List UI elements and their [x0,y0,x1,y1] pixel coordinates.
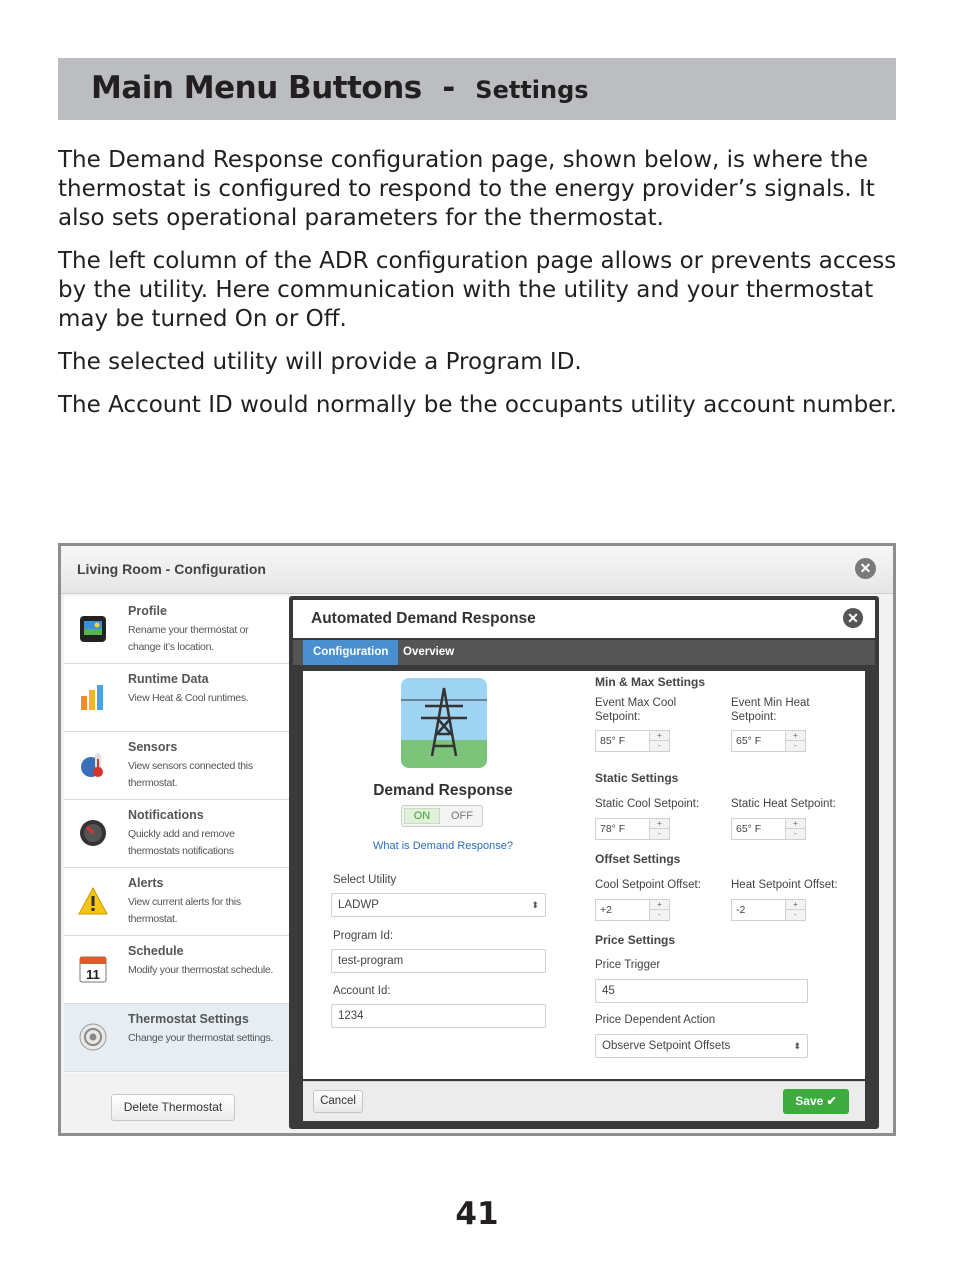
sidebar-item-alerts[interactable] [64,868,289,936]
static-heat-stepper[interactable] [731,818,806,840]
gauge-icon [78,818,108,848]
increment-icon[interactable]: + [650,731,669,741]
static-settings-heading: Static Settings [595,771,679,785]
heat-offset-stepper[interactable] [731,899,806,921]
event-min-heat-label: Event Min Heat Setpoint: [731,697,810,723]
decrement-icon[interactable]: - [794,910,797,919]
event-min-heat-stepper[interactable] [731,730,806,752]
power-tower-icon [401,678,487,768]
paragraph: The selected utility will provide a Program ID. [58,349,582,375]
stepper-buttons [786,899,806,921]
body-text [58,146,904,434]
select-utility-value: LADWP [338,899,379,911]
profile-icon [78,614,108,644]
bar-chart-icon [78,682,108,712]
dialog-title: Automated Demand Response [311,610,536,627]
cancel-button[interactable]: Cancel [313,1090,363,1113]
sidebar-item-title: Notifications [128,808,204,822]
paragraph: The Demand Response configuration page, shown below, is where the thermostat is configured to respond to the energy provider’s signals. It also sets operational parameters for the thermostat. [58,147,875,231]
static-cool-stepper[interactable] [595,818,670,840]
account-id-label: Account Id: [333,985,391,997]
calendar-icon [78,954,108,984]
heat-offset-value[interactable]: -2 [731,899,786,921]
sidebar-item-sensors[interactable] [64,732,289,800]
window-title-bar [61,546,893,594]
price-action-label: Price Dependent Action [595,1014,716,1026]
heat-offset-label: Heat Setpoint Offset: [731,879,838,891]
event-max-cool-stepper[interactable] [595,730,670,752]
event-max-cool-label: Event Max Cool Setpoint: [595,697,677,723]
save-button[interactable]: Save ✔ [783,1089,849,1114]
sidebar [64,596,289,1073]
cool-offset-label: Cool Setpoint Offset: [595,879,701,891]
increment-icon[interactable]: + [786,731,805,741]
decrement-icon[interactable]: - [658,910,661,919]
account-id-input[interactable]: 1234 [331,1004,546,1028]
sidebar-item-desc: View sensors connected this thermostat. [128,760,253,789]
sidebar-item-schedule[interactable] [64,936,289,1004]
stepper-buttons [650,899,670,921]
demand-response-heading: Demand Response [373,782,513,799]
thermometer-icon [78,750,108,780]
program-id-input[interactable]: test-program [331,949,546,973]
sidebar-item-title: Runtime Data [128,672,209,686]
static-cool-label: Static Cool Setpoint: [595,798,700,810]
cool-offset-stepper[interactable] [595,899,670,921]
offset-settings-heading: Offset Settings [595,852,681,866]
tab-overview[interactable]: Overview [403,646,455,658]
configuration-screenshot [58,543,896,1136]
sidebar-item-title: Schedule [128,944,184,958]
dialog-footer [303,1081,865,1121]
decrement-icon[interactable]: - [658,741,661,750]
paragraph: The Account ID would normally be the occupants utility account number. [58,392,897,418]
stepper-buttons [650,818,670,840]
select-arrow-icon: ⬍ [531,900,539,910]
dialog-content [303,671,865,1079]
increment-icon[interactable]: + [786,900,805,910]
what-is-demand-response-link[interactable]: What is Demand Response? [372,840,513,852]
price-action-dropdown[interactable] [595,1034,808,1058]
dialog-header [293,600,875,638]
sidebar-item-desc: View current alerts for this thermostat. [128,896,241,925]
paragraph: The left column of the ADR configuration page allows or prevents access by the utility. Here communication with the utility and your thermostat may be turned On or Off. [58,248,897,332]
select-utility-label: Select Utility [333,874,397,886]
page-title [91,70,589,106]
page-title-sub: Settings [475,76,589,104]
sidebar-item-desc: Quickly add and remove thermostats notifications [128,828,235,857]
decrement-icon[interactable]: - [658,829,661,838]
decrement-icon[interactable]: - [794,829,797,838]
page-header-bar [58,58,896,120]
sidebar-item-title: Thermostat Settings [128,1012,249,1026]
event-max-cool-value[interactable]: 85° F [595,730,650,752]
sidebar-item-desc: View Heat & Cool runtimes. [128,692,249,704]
page-title-main: Main Menu Buttons [91,70,422,106]
warning-icon [78,886,108,916]
tab-configuration[interactable]: Configuration [303,640,398,665]
select-utility-dropdown[interactable] [331,893,546,917]
sidebar-item-title: Sensors [128,740,178,754]
cool-offset-value[interactable]: +2 [595,899,650,921]
page-number: 41 [455,1196,499,1232]
price-trigger-label: Price Trigger [595,959,661,971]
static-heat-value[interactable]: 65° F [731,818,786,840]
toggle-off-option[interactable]: OFF [451,810,473,822]
static-cool-value[interactable]: 78° F [595,818,650,840]
price-action-value: Observe Setpoint Offsets [602,1040,731,1052]
demand-response-toggle[interactable] [401,805,483,827]
sidebar-item-desc: Rename your thermostat or change it’s location. [128,624,249,653]
sidebar-item-desc: Modify your thermostat schedule. [128,964,274,976]
sidebar-item-title: Profile [128,604,167,618]
delete-thermostat-button[interactable]: Delete Thermostat [111,1094,235,1121]
thermostat-icon [78,1022,108,1052]
program-id-label: Program Id: [333,930,394,942]
decrement-icon[interactable]: - [794,741,797,750]
min-max-settings-heading: Min & Max Settings [595,675,706,689]
tab-bar [293,640,875,665]
sidebar-item-desc: Change your thermostat settings. [128,1032,274,1044]
static-heat-label: Static Heat Setpoint: [731,798,836,810]
event-min-heat-value[interactable]: 65° F [731,730,786,752]
select-arrow-icon: ⬍ [793,1041,801,1051]
stepper-buttons [650,730,670,752]
calendar-day: 11 [86,967,100,982]
sidebar-item-runtime-data[interactable] [64,664,289,732]
toggle-on-option[interactable]: ON [404,808,440,824]
increment-icon[interactable]: + [650,819,669,829]
price-settings-heading: Price Settings [595,933,676,947]
page-title-separator: - [442,70,455,106]
window-close-icon[interactable]: ✕ [855,558,876,579]
stepper-buttons [786,730,806,752]
sidebar-item-title: Alerts [128,876,164,890]
stepper-buttons [786,818,806,840]
increment-icon[interactable]: + [786,819,805,829]
increment-icon[interactable]: + [650,900,669,910]
window-title: Living Room - Configuration [77,561,266,577]
price-trigger-input[interactable]: 45 [595,979,808,1003]
sidebar-item-notifications[interactable] [64,800,289,868]
demand-response-dialog [289,596,879,1129]
dialog-close-icon[interactable]: ✕ [843,608,863,628]
sidebar-item-thermostat-settings[interactable] [64,1004,289,1072]
sidebar-item-profile[interactable] [64,596,289,664]
